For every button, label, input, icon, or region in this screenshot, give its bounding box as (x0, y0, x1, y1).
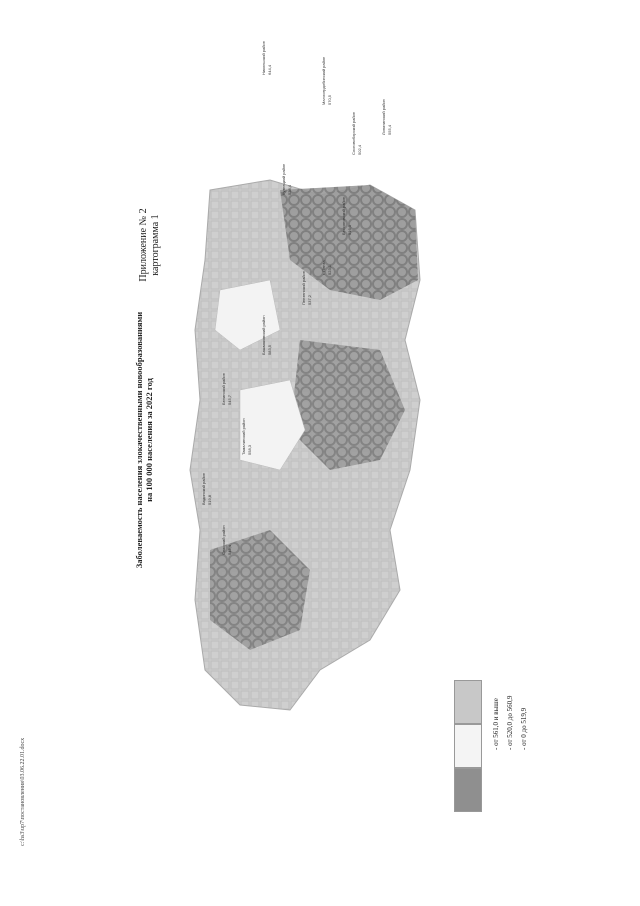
legend-label-low: - от 0 до 519,9 (520, 707, 528, 750)
legend-label-mid: - от 520,0 до 560,9 (506, 695, 514, 750)
footer-file-path: c:\hs3\up7\постановления\03.06.22.01.docx (20, 737, 26, 846)
map-legend (454, 680, 544, 840)
district-label: Башмаковский район (261, 315, 266, 355)
district-label: Лопатинский район (381, 99, 386, 135)
district-value: 502,4 (357, 144, 362, 155)
district-label: Вадинский район (201, 472, 206, 505)
district-label: Тамалинский район (241, 418, 246, 455)
map-title (134, 260, 154, 620)
legend-swatch-high (454, 680, 482, 724)
district-value: 545,7 (227, 394, 232, 405)
district-value: 523,1 (327, 264, 332, 275)
district-value: 570,5 (327, 94, 332, 105)
district-label: г. Пенза (321, 260, 326, 275)
district-label: Никольский район (261, 41, 266, 75)
legend-swatch-low (454, 768, 482, 812)
map-title-line2: на 100 000 населения за 2022 год (144, 378, 154, 502)
district-value: 555,4 (387, 124, 392, 135)
district-value: 519,8 (207, 494, 212, 505)
region-map (180, 41, 430, 730)
district-value: 516,0 (347, 224, 352, 235)
legend-swatch-mid (454, 724, 482, 768)
district-value: 537,2 (307, 294, 312, 305)
district-value: 545,4 (227, 544, 232, 555)
map-title-line1: Заболеваемость населения злокачественными новообразованиями (134, 311, 144, 569)
district-label: Сосновоборский район (351, 111, 356, 155)
district-label: Кузнецкий район (281, 163, 286, 195)
district-label: Бессоновский район (341, 196, 346, 235)
district-label: Спасский район (221, 525, 226, 555)
appendix-line2: картограмма 1 (150, 214, 161, 276)
district-label: Малосердобинский район (321, 56, 326, 105)
district-value: 528,4 (287, 184, 292, 195)
appendix-line1: Приложение № 2 (138, 208, 149, 282)
region-map-svg (180, 41, 430, 730)
district-value: 644,4 (267, 64, 272, 75)
district-label: Белинский район (221, 373, 226, 405)
legend-label-high: - от 561,0 и выше (492, 698, 500, 750)
district-value: 583,5 (267, 344, 272, 355)
district-value: 558,3 (247, 444, 252, 455)
district-label: Пензенский район (301, 271, 306, 305)
